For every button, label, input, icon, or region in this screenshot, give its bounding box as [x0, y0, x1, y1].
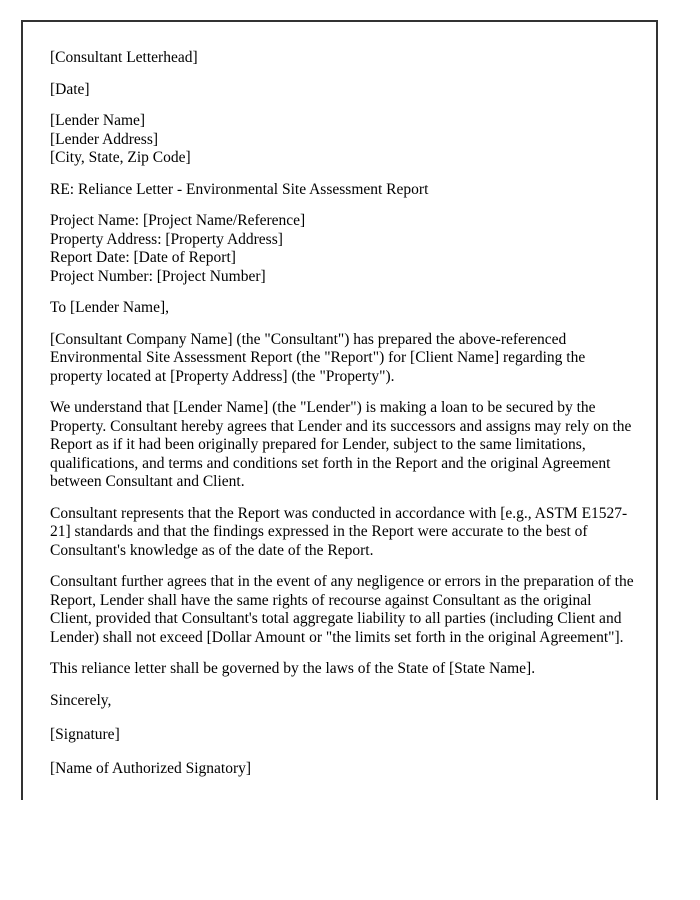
paragraph-report-prepared: [Consultant Company Name] (the "Consultant") has prepared the above-referenced Environmental Site Assessment Report (the "Report") for [Client Name] regarding the property located at [Property Address] (the "Property"). [50, 330, 586, 385]
date-placeholder: [Date] [50, 80, 90, 98]
project-name-line: Project Name: [Project Name/Reference] [50, 212, 306, 229]
paragraph-liability: Consultant further agrees that in the event of any negligence or errors in the preparation of the Report, Lender shall have the same rights of recourse against Consultant as the original Client, provided that Consultant's total aggregate liability to all parties (including Client and Lender) shall not exceed [Dollar Amount or "the limits set forth in the original Agreement"]. [50, 573, 634, 646]
letter-content [23, 22, 660, 778]
report-date-line: Report Date: [Date of Report] [50, 249, 236, 266]
signature-placeholder: [Signature] [50, 725, 120, 743]
recipient-city-state-zip-line: [City, State, Zip Code] [50, 149, 191, 166]
letter-document [21, 20, 658, 800]
letterhead-placeholder: [Consultant Letterhead] [50, 49, 198, 66]
closing-line: Sincerely, [50, 691, 112, 709]
recipient-name-line: [Lender Name] [50, 112, 146, 129]
project-number-line: Project Number: [Project Number] [50, 267, 266, 285]
recipient-address-block [50, 112, 634, 168]
recipient-address-line: [Lender Address] [50, 130, 159, 148]
project-info-block [50, 212, 634, 286]
salutation-line: To [Lender Name], [50, 299, 169, 316]
paragraph-reliance-terms: We understand that [Lender Name] (the "Lender") is making a loan to be secured by the Property. Consultant hereby agrees that Lender and its successors and assigns may rely on the Report as if it had been originally prepared for Lender, subject to the same limitations, qualifications, and terms and conditions set forth in the Report and the original Agreement between Consultant and Client. [50, 399, 632, 490]
signatory-name-placeholder: [Name of Authorized Signatory] [50, 759, 252, 777]
property-address-line: Property Address: [Property Address] [50, 230, 283, 248]
signature-block [50, 726, 634, 779]
subject-line: RE: Reliance Letter - Environmental Site Assessment Report [50, 180, 429, 198]
paragraph-standards: Consultant represents that the Report was conducted in accordance with [e.g., ASTM E1527-21] standards and that the findings expressed in the Report were accurate to the best of Consultant's knowledge as of the date of the Report. [50, 504, 628, 559]
paragraph-governing-law: This reliance letter shall be governed by the laws of the State of [State Name]. [50, 660, 536, 677]
